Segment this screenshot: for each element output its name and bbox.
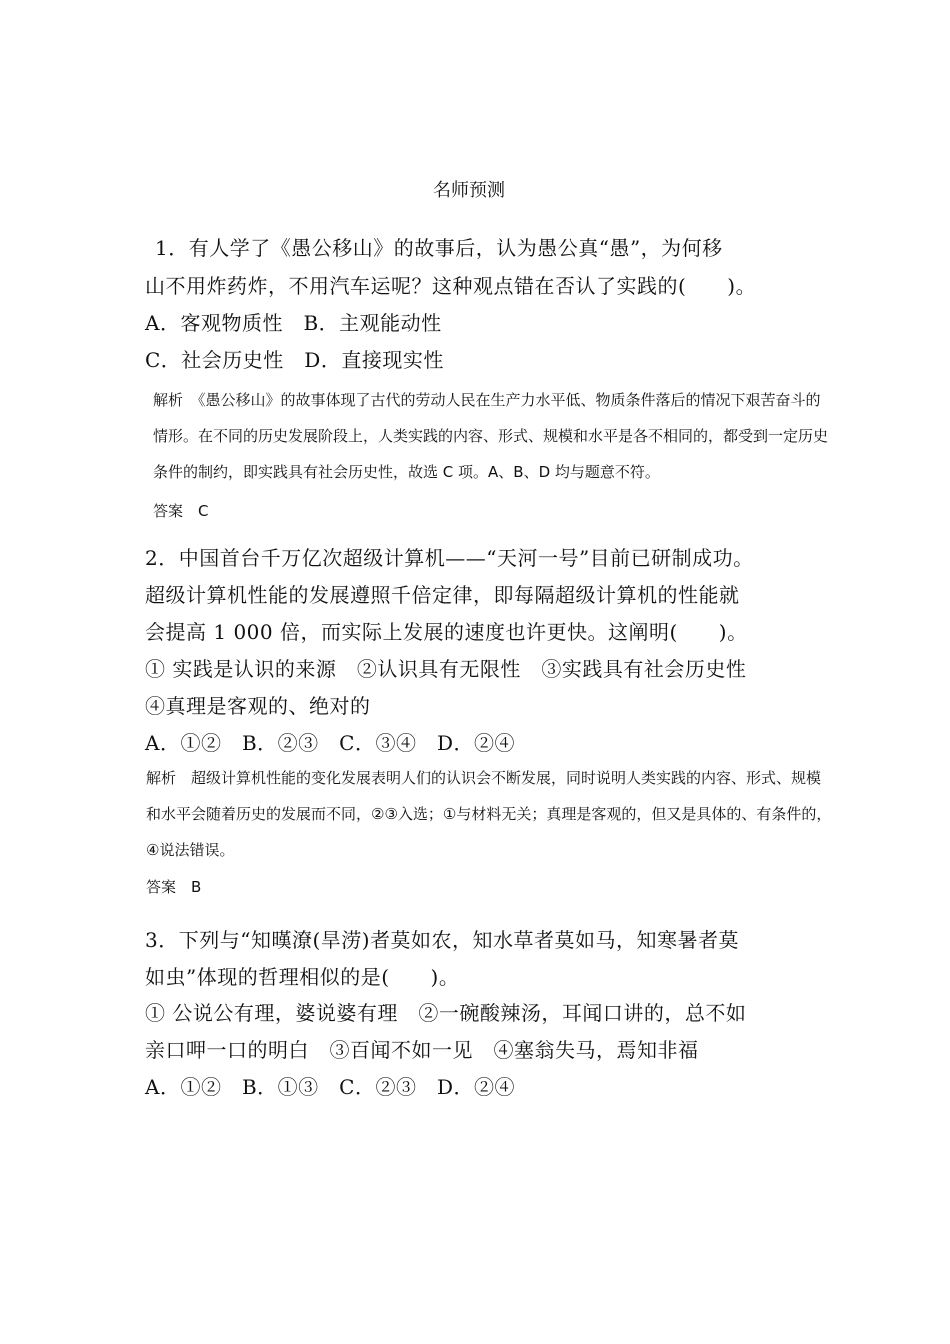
question-1-analysis-line-1: 解析 《愚公移山》的故事体现了古代的劳动人民在生产力水平低、物质条件落后的情况下艰苦奋斗的 — [153, 391, 821, 409]
question-2-analysis-line-3: ④说法错误。 — [146, 841, 235, 859]
question-2-line-3: 会提高 1 000 倍，而实际上发展的速度也许更快。这阐明( )。 — [145, 620, 748, 644]
question-2-statements-row-1: ① 实践是认识的来源 ②认识具有无限性 ③实践具有社会历史性 — [145, 657, 747, 681]
question-3-statements-row-1: ① 公说公有理，婆说婆有理 ②一碗酸辣汤，耳闻口讲的，总不如 — [145, 1001, 747, 1025]
question-2-answer: 答案 B — [146, 878, 202, 896]
question-1-analysis-line-2: 情形。在不同的历史发展阶段上，人类实践的内容、形式、规模和水平是各不相同的，都受到一定历史 — [153, 427, 829, 445]
question-1-options-row-1: A．客观物质性 B．主观能动性 — [145, 311, 442, 335]
question-1-analysis-line-3: 条件的制约，即实践具有社会历史性，故选 C 项。A、B、D 均与题意不符。 — [153, 463, 660, 481]
question-1-line-1: 1．有人学了《愚公移山》的故事后，认为愚公真“愚”，为何移 — [155, 236, 723, 260]
question-3-line-2: 如虫”体现的哲理相似的是( )。 — [145, 965, 460, 989]
question-1-line-2: 山不用炸药炸，不用汽车运呢？这种观点错在否认了实践的( )。 — [145, 274, 757, 298]
question-2-options: A．①② B．②③ C．③④ D．②④ — [145, 731, 515, 755]
question-1-answer: 答案 C — [153, 502, 209, 520]
question-2-analysis-line-2: 和水平会随着历史的发展而不同，②③入选；①与材料无关；真理是客观的，但又是具体的、有条件的， — [146, 805, 832, 823]
question-2-analysis-line-1: 解析 超级计算机性能的变化发展表明人们的认识会不断发展，同时说明人类实践的内容、形式、规模 — [146, 769, 822, 787]
question-2-line-1: 2．中国首台千万亿次超级计算机——“天河一号”目前已研制成功。 — [145, 546, 754, 570]
page-title: 名师预测 — [433, 180, 505, 201]
question-1-options-row-2: C．社会历史性 D．直接现实性 — [145, 348, 444, 372]
question-2-line-2: 超级计算机性能的发展遵照千倍定律，即每隔超级计算机的性能就 — [145, 583, 740, 607]
question-3-options: A．①② B．①③ C．②③ D．②④ — [145, 1075, 515, 1099]
question-2-statements-row-2: ④真理是客观的、绝对的 — [145, 694, 371, 718]
question-3-statements-row-2: 亲口呷一口的明白 ③百闻不如一见 ④塞翁失马，焉知非福 — [145, 1038, 699, 1062]
question-3-line-1: 3．下列与“知暵潦(旱涝)者莫如农，知水草者莫如马，知寒暑者莫 — [145, 928, 740, 952]
